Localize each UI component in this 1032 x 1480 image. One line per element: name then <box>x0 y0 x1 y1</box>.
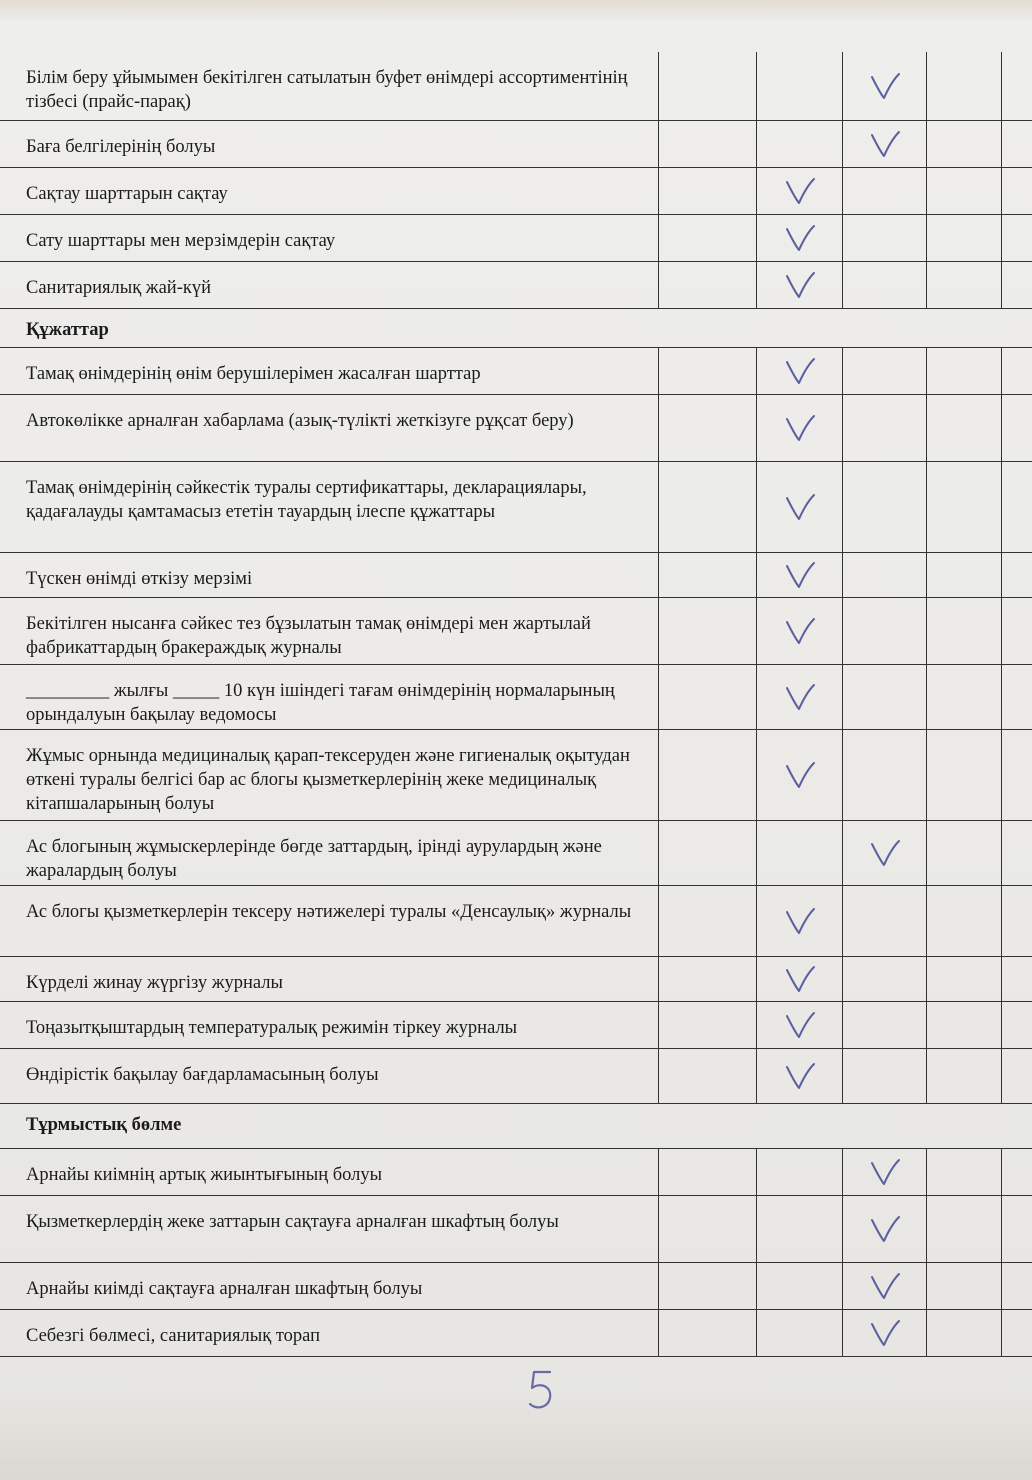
column-3-cell <box>842 168 927 214</box>
checkmark-icon <box>783 1010 817 1040</box>
column-2-cell <box>756 1263 843 1309</box>
column-4-cell <box>926 553 1002 597</box>
column-1-cell <box>658 598 757 664</box>
row-label: Күрделі жинау жүргізу журналы <box>26 973 283 993</box>
column-3-cell <box>842 957 927 1001</box>
column-1-cell <box>658 1196 757 1262</box>
table-row <box>0 52 1032 121</box>
column-4-cell <box>926 395 1002 461</box>
row-label: Арнайы киімді сақтауға арналған шкафтың болуы <box>26 1279 423 1299</box>
table-row <box>0 1310 1032 1357</box>
table-row <box>0 348 1032 395</box>
column-3-cell <box>842 553 927 597</box>
table-row <box>0 553 1032 598</box>
column-2-cell <box>756 462 843 552</box>
row-label: Ас блогы қызметкерлерін тексеру нәтижелері туралы «Денсаулық» журналы <box>26 902 632 922</box>
column-3-cell <box>842 821 927 885</box>
checkmark-icon <box>783 906 817 936</box>
column-4-cell <box>926 598 1002 664</box>
row-label: Санитариялық жай-күй <box>26 278 211 298</box>
column-4-cell <box>926 168 1002 214</box>
column-3-cell <box>842 395 927 461</box>
checkmark-icon <box>783 492 817 522</box>
column-1-cell <box>658 553 757 597</box>
column-2-cell <box>756 52 843 120</box>
checkmark-icon <box>783 413 817 443</box>
column-1-cell <box>658 168 757 214</box>
column-2-cell <box>756 1196 843 1262</box>
column-2-cell <box>756 886 843 956</box>
column-1-cell <box>658 730 757 820</box>
checkmark-icon <box>868 838 902 868</box>
column-1-cell <box>658 262 757 308</box>
table-row <box>0 262 1032 309</box>
column-3-cell <box>842 1263 927 1309</box>
column-2-cell <box>756 1049 843 1103</box>
table-row <box>0 1049 1032 1104</box>
column-4-cell <box>926 1196 1002 1262</box>
column-3-cell <box>842 886 927 956</box>
column-4-cell <box>926 262 1002 308</box>
column-1-cell <box>658 1263 757 1309</box>
column-3-cell <box>842 52 927 120</box>
row-label: Өндірістік бақылау бағдарламасының болуы <box>26 1065 379 1085</box>
column-1-cell <box>658 665 757 729</box>
row-label: Қызметкерлердің жеке заттарын сақтауға арналған шкафтың болуы <box>26 1212 559 1232</box>
checkmark-icon <box>783 223 817 253</box>
column-2-cell <box>756 395 843 461</box>
column-4-cell <box>926 1002 1002 1048</box>
section-header-row <box>0 309 1032 348</box>
checkmark-icon <box>868 1271 902 1301</box>
table-row <box>0 730 1032 821</box>
checkmark-icon <box>868 71 902 101</box>
column-1-cell <box>658 1002 757 1048</box>
row-label: Тамақ өнімдерінің сәйкестік туралы сертификаттары, декларациялары, қадағалауды қамтамасыз ететін тауардың ілеспе құжаттары <box>26 478 587 522</box>
table-row <box>0 821 1032 886</box>
checkmark-icon <box>783 176 817 206</box>
checkmark-icon <box>868 1214 902 1244</box>
column-2-cell <box>756 168 843 214</box>
column-4-cell <box>926 52 1002 120</box>
column-3-cell <box>842 1049 927 1103</box>
column-1-cell <box>658 52 757 120</box>
column-1-cell <box>658 348 757 394</box>
row-label: Себезгі бөлмесі, санитариялық торап <box>26 1326 321 1346</box>
table-row <box>0 598 1032 665</box>
table-row <box>0 168 1032 215</box>
column-2-cell <box>756 730 843 820</box>
table-row <box>0 1149 1032 1196</box>
column-2-cell <box>756 957 843 1001</box>
row-label: Ас блогының жұмыскерлерінде бөгде заттардың, ірінді аурулардың және жаралардың болуы <box>26 837 602 881</box>
column-4-cell <box>926 348 1002 394</box>
column-2-cell <box>756 665 843 729</box>
column-1-cell <box>658 395 757 461</box>
row-label: Түскен өнімді өткізу мерзімі <box>26 569 253 589</box>
row-label: Жұмыс орнында медициналық қарап-тексеруден және гигиеналық оқытудан өткені туралы белгісі бар ас блогы қызметкерлерінің жеке медициналық кітапшаларының болуы <box>26 746 630 814</box>
table-row <box>0 1002 1032 1049</box>
column-3-cell <box>842 121 927 167</box>
row-label: Баға белгілерінің болуы <box>26 137 216 157</box>
column-3-cell <box>842 598 927 664</box>
checkmark-icon <box>783 964 817 994</box>
table-row <box>0 1263 1032 1310</box>
row-label: Тоңазытқыштардың температуралық режимін тіркеу журналы <box>26 1018 518 1038</box>
column-4-cell <box>926 886 1002 956</box>
column-3-cell <box>842 262 927 308</box>
column-2-cell <box>756 1310 843 1356</box>
column-2-cell <box>756 1149 843 1195</box>
column-2-cell <box>756 348 843 394</box>
checkmark-icon <box>783 682 817 712</box>
column-1-cell <box>658 1149 757 1195</box>
column-4-cell <box>926 821 1002 885</box>
table-row <box>0 1196 1032 1263</box>
column-2-cell <box>756 121 843 167</box>
column-1-cell <box>658 121 757 167</box>
column-4-cell <box>926 462 1002 552</box>
checkmark-icon <box>783 356 817 386</box>
checkmark-icon <box>868 1157 902 1187</box>
column-2-cell <box>756 262 843 308</box>
column-4-cell <box>926 1049 1002 1103</box>
checkmark-icon <box>868 1318 902 1348</box>
column-2-cell <box>756 598 843 664</box>
column-1-cell <box>658 1310 757 1356</box>
column-4-cell <box>926 665 1002 729</box>
table-row <box>0 121 1032 168</box>
checkmark-icon <box>783 560 817 590</box>
column-3-cell <box>842 348 927 394</box>
section-header-row <box>0 1104 1032 1149</box>
row-label: Білім беру ұйымымен бекітілген сатылатын буфет өнімдері ассортиментінің тізбесі (прайс-парақ) <box>26 68 628 112</box>
table-row <box>0 665 1032 730</box>
column-3-cell <box>842 462 927 552</box>
page-top-edge <box>0 0 1032 20</box>
column-1-cell <box>658 886 757 956</box>
column-2-cell <box>756 821 843 885</box>
column-4-cell <box>926 1149 1002 1195</box>
checklist-table <box>0 52 1032 1357</box>
column-3-cell <box>842 665 927 729</box>
column-4-cell <box>926 1263 1002 1309</box>
row-label: Автокөлікке арналған хабарлама (азық-түлікті жеткізуге рұқсат беру) <box>26 411 574 431</box>
checkmark-icon <box>868 129 902 159</box>
section-title: Тұрмыстық бөлме <box>26 1115 182 1135</box>
row-label: Тамақ өнімдерінің өнім берушілерімен жасалған шарттар <box>26 364 481 384</box>
column-4-cell <box>926 1310 1002 1356</box>
checkmark-icon <box>783 616 817 646</box>
table-row <box>0 886 1032 957</box>
column-2-cell <box>756 1002 843 1048</box>
checkmark-icon <box>783 1061 817 1091</box>
column-4-cell <box>926 730 1002 820</box>
checkmark-icon <box>783 760 817 790</box>
table-row <box>0 957 1032 1002</box>
row-label: Сату шарттары мен мерзімдерін сақтау <box>26 231 336 251</box>
table-row <box>0 215 1032 262</box>
column-1-cell <box>658 821 757 885</box>
section-title: Құжаттар <box>26 320 109 340</box>
table-row <box>0 462 1032 553</box>
column-2-cell <box>756 553 843 597</box>
row-label: Арнайы киімнің артық жиынтығының болуы <box>26 1165 383 1185</box>
column-1-cell <box>658 215 757 261</box>
checkmark-icon <box>783 270 817 300</box>
page-shadow <box>0 1390 1032 1480</box>
column-3-cell <box>842 215 927 261</box>
column-3-cell <box>842 1149 927 1195</box>
column-1-cell <box>658 462 757 552</box>
column-3-cell <box>842 1310 927 1356</box>
row-label: Сақтау шарттарын сақтау <box>26 184 228 204</box>
row-label: _________ жылғы _____ 10 күн ішіндегі тағам өнімдерінің нормаларының орындалуын бақылау ведомосы <box>26 681 615 725</box>
column-2-cell <box>756 215 843 261</box>
column-4-cell <box>926 215 1002 261</box>
column-1-cell <box>658 1049 757 1103</box>
column-3-cell <box>842 730 927 820</box>
row-label: Бекітілген нысанға сәйкес тез бұзылатын тамақ өнімдері мен жартылай фабрикаттардың бракераждық журналы <box>26 614 591 658</box>
column-3-cell <box>842 1002 927 1048</box>
table-row <box>0 395 1032 462</box>
column-4-cell <box>926 957 1002 1001</box>
column-4-cell <box>926 121 1002 167</box>
column-1-cell <box>658 957 757 1001</box>
column-3-cell <box>842 1196 927 1262</box>
